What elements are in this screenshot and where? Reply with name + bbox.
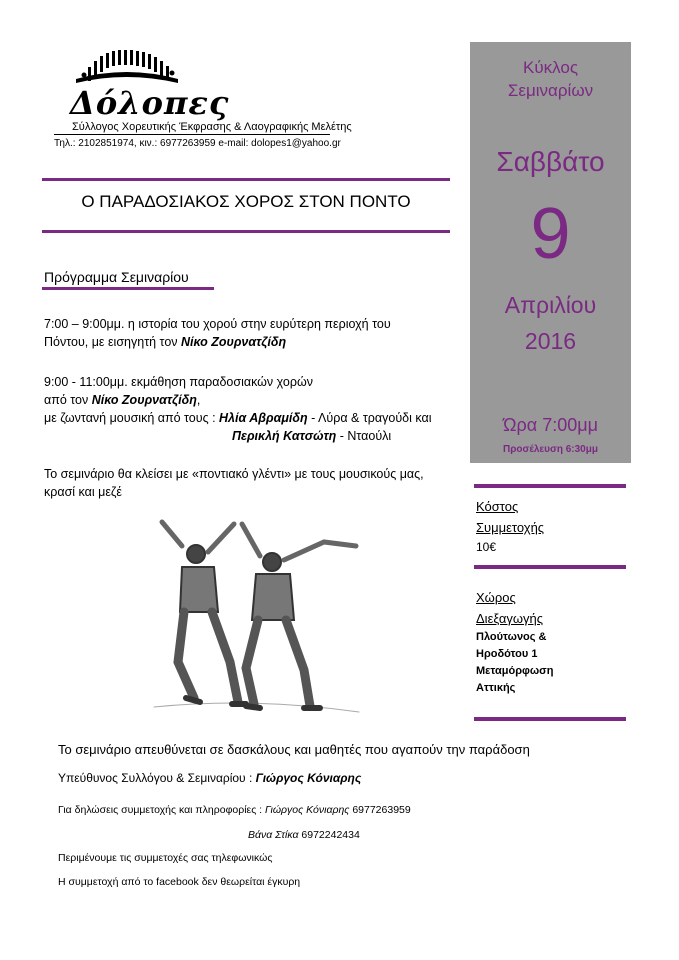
cost-label-line-2: Συμμετοχής [476, 520, 545, 535]
cost-top-line [474, 484, 626, 488]
musician-2-role: - Νταούλι [336, 429, 392, 443]
venue-address [476, 629, 553, 697]
page-title: Ο ΠΑΡΑΔΟΣΙΑΚΟΣ ΧΟΡΟΣ ΣΤΟΝ ΠΟΝΤΟ [81, 192, 411, 211]
logo-contact: Τηλ.: 2102851974, κιν.: 6977263959 e-mail: dolopes1@yahoo.gr [54, 138, 341, 149]
program-heading-underline [42, 287, 214, 290]
cost-label-line-1: Κόστος [476, 499, 519, 514]
session-1-line-2 [44, 333, 454, 351]
venue-top-line [474, 565, 626, 569]
note-2: Η συμμετοχή από το facebook δεν θεωρείται έγκυρη [58, 876, 301, 888]
panel-year: 2016 [524, 328, 577, 354]
closing-line-2: κρασί και μεζέ [44, 485, 122, 499]
info-label: Για δηλώσεις συμμετοχής και πληροφορίες : [58, 804, 266, 816]
musician-2-name: Περικλή Κατσώτη [232, 429, 337, 443]
info-line-1 [58, 804, 411, 816]
contact-2-phone: 6972242434 [301, 829, 360, 841]
session-1-speaker: Νίκο Ζουρνατζίδη [181, 335, 287, 349]
session-2 [44, 373, 464, 445]
panel-day: Σαββάτο [496, 146, 605, 177]
logo-name: Δόλοπες [70, 84, 230, 122]
session-2-prefix: από τον [44, 393, 92, 407]
panel-cycle-line-2: Σεμιναρίων [507, 81, 594, 100]
session-1 [44, 315, 454, 351]
venue-address-line: Πλούτωνος & [476, 631, 547, 643]
venue-address-line: Μεταμόρφωση [476, 665, 554, 677]
date-panel [470, 42, 631, 463]
session-1-prefix: Πόντου, με εισηγητή τον [44, 335, 181, 349]
responsible-name: Γιώργος Κόνιαρης [255, 771, 362, 785]
session-2-line-2 [44, 391, 464, 409]
contact-2-name: Βάνα Στίκα [248, 829, 299, 841]
panel-month: Απριλίου [504, 292, 597, 318]
logo-subtitle: Σύλλογος Χορευτικής Έκφρασης & Λαογραφικής Μελέτης [72, 121, 352, 133]
contact-1-phone: 6977263959 [352, 804, 411, 816]
panel-time: Ώρα 7:00μμ [503, 415, 598, 435]
session-1-line-1: 7:00 – 9:00μμ. η ιστορία του χορού στην ευρύτερη περιοχή του [44, 317, 391, 331]
closing-text [44, 465, 464, 501]
cost-value: 10€ [476, 540, 497, 554]
info-line-2 [248, 829, 360, 841]
title-top-line [42, 178, 450, 181]
program-heading: Πρόγραμμα Σεμιναρίου [44, 269, 189, 285]
venue-bottom-line [474, 717, 626, 721]
contact-1-name: Γιώργος Κόνιαρης [265, 804, 350, 816]
panel-date: 9 [530, 194, 571, 274]
title-bottom-line [42, 230, 450, 233]
note-1: Περιμένουμε τις συμμετοχές σας τηλεφωνικώς [58, 852, 273, 864]
responsible-label: Υπεύθυνος Συλλόγου & Σεμιναρίου : [58, 771, 256, 785]
cost-label [476, 496, 544, 538]
session-2-suffix: , [196, 393, 201, 407]
audience-text: Το σεμινάριο απευθύνεται σε δασκάλους και μαθητές που αγαπούν την παράδοση [58, 742, 530, 757]
venue-label [476, 587, 543, 629]
session-2-teacher: Νίκο Ζουρνατζίδη [91, 393, 197, 407]
venue-address-line: Αττικής [476, 682, 516, 694]
venue-label-line-2: Διεξαγωγής [476, 611, 543, 626]
musician-1-name: Ηλία Αβραμίδη [219, 411, 308, 425]
panel-cycle-line-1: Κύκλος [522, 58, 579, 77]
session-2-music-prefix: με ζωντανή μουσική από τους : [44, 411, 220, 425]
session-2-line-3 [44, 409, 464, 427]
panel-gathering: Προσέλευση 6:30μμ [503, 444, 598, 455]
musician-1-role: - Λύρα & τραγούδι και [307, 411, 432, 425]
panel-cycle [470, 56, 631, 102]
venue-label-line-1: Χώρος [476, 590, 516, 605]
responsible-person [58, 771, 361, 785]
session-2-line-4 [44, 427, 464, 445]
venue-address-line: Ηροδότου 1 [476, 648, 538, 660]
closing-line-1: Το σεμινάριο θα κλείσει με «ποντιακό γλέντι» με τους μουσικούς μας, [44, 467, 424, 481]
logo-divider [54, 134, 330, 135]
session-2-line-1: 9:00 - 11:00μμ. εκμάθηση παραδοσιακών χορών [44, 375, 313, 389]
dancers-illustration [134, 512, 374, 722]
